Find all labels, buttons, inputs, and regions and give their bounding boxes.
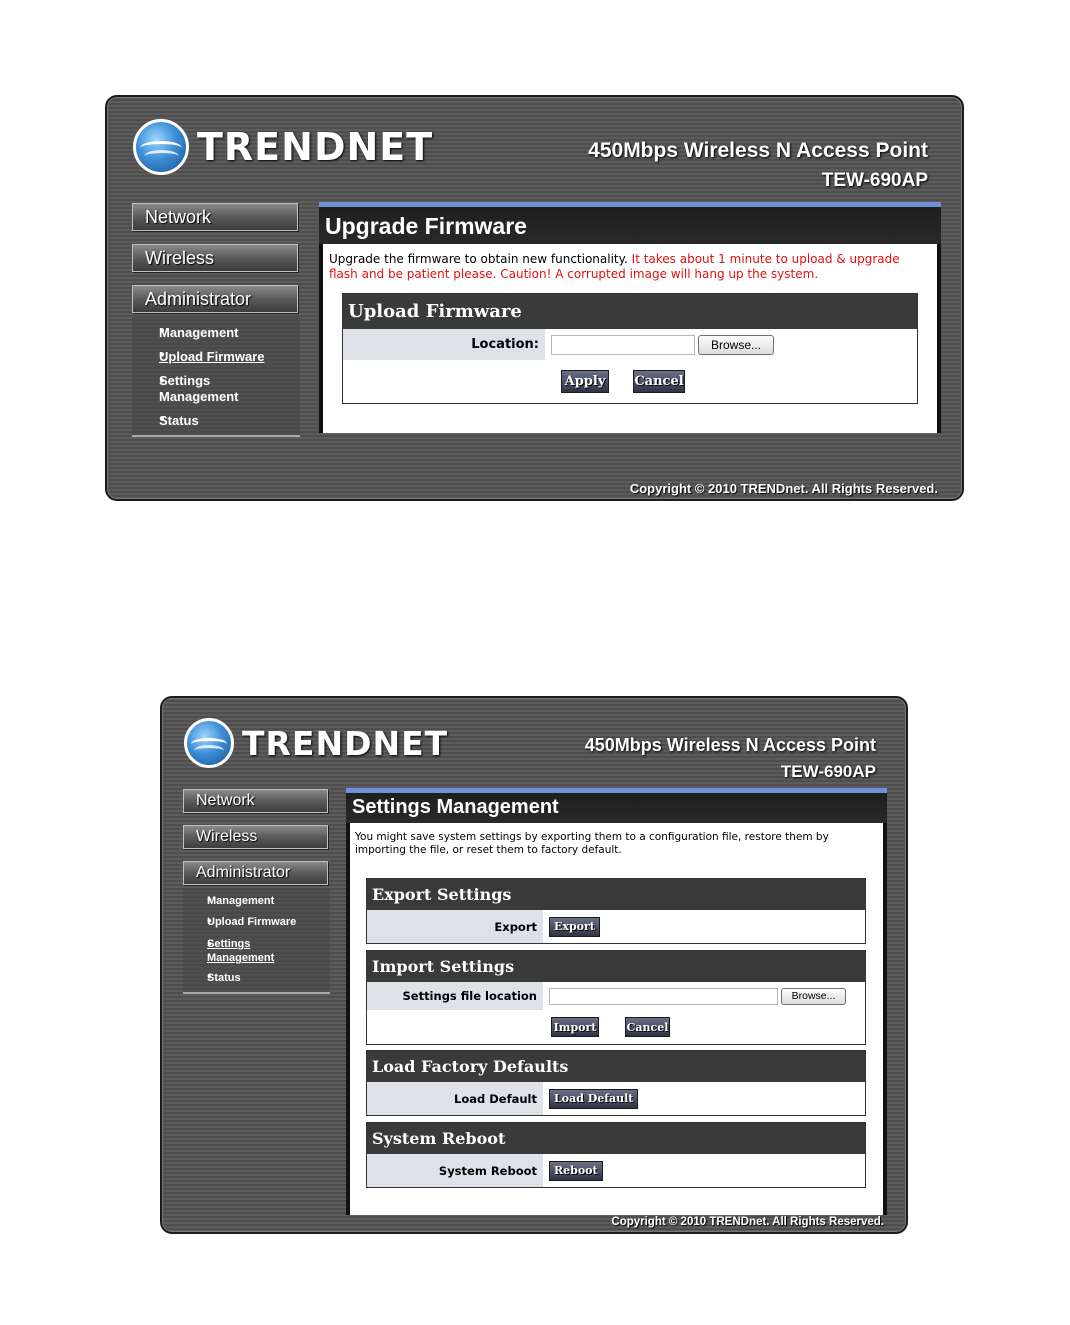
settings-file-input[interactable] [549, 988, 778, 1005]
load-default-value-cell [543, 1082, 865, 1115]
content-area [319, 202, 941, 433]
submenu-item-management[interactable]: ● Management [183, 895, 330, 916]
trendnet-logo-text: TRENDNET [242, 723, 449, 763]
nav-administrator-button[interactable]: Administrator [183, 861, 328, 885]
import-value-cell [543, 982, 865, 1010]
submenu-item-status[interactable]: ● Status [183, 972, 330, 992]
page-title-bar [346, 788, 887, 823]
trendnet-logo-text: TRENDNET [197, 125, 434, 169]
upload-actions [343, 360, 917, 403]
system-reboot-label: System Reboot [438, 1163, 537, 1178]
nav-administrator-button[interactable]: Administrator [132, 285, 298, 313]
export-row [367, 910, 865, 943]
content-border-left [346, 823, 350, 1215]
nav-wireless-button[interactable]: Wireless [183, 825, 328, 849]
copyright-text: Copyright © 2010 TRENDnet. All Rights Reserved. [629, 481, 938, 496]
export-value-cell [543, 910, 865, 943]
page-title-bar [319, 202, 941, 244]
submenu-item-status[interactable]: ● Status [132, 413, 300, 435]
page-title: Upgrade Firmware [325, 213, 527, 239]
submenu-item-settings-management[interactable]: ● Settings Management [132, 373, 300, 413]
submenu-item-upload-firmware[interactable]: ● Upload Firmware [132, 349, 300, 373]
trendnet-logo-icon [133, 119, 189, 175]
trendnet-logo [184, 718, 448, 768]
model-name: TEW-690AP [821, 170, 928, 191]
cancel-button[interactable]: Cancel [625, 1017, 670, 1037]
submenu-item-settings-management[interactable]: ● Settings Management [183, 937, 330, 972]
system-reboot-value-cell [543, 1154, 865, 1187]
page-title: Settings Management [352, 796, 559, 818]
export-label: Export [494, 919, 537, 934]
location-row [343, 329, 917, 360]
submenu-item-upload-firmware[interactable]: ● Upload Firmware [183, 916, 330, 937]
trendnet-logo-icon [184, 718, 234, 768]
system-reboot-box [366, 1122, 866, 1188]
browse-button[interactable]: Browse... [698, 335, 774, 355]
location-label: Location: [471, 337, 539, 352]
page-description: You might save system settings by exporting them to a configuration file, restore them by importing the file, or reset them to factory default. [355, 831, 829, 857]
model-name: TEW-690AP [780, 762, 876, 781]
load-default-button[interactable]: Load Default [549, 1089, 638, 1109]
location-value-cell [545, 329, 917, 360]
copyright-text: Copyright © 2010 TRENDnet. All Rights Reserved. [611, 1216, 884, 1228]
load-default-row [367, 1082, 865, 1115]
upload-firmware-box [342, 293, 918, 404]
import-button[interactable]: Import [551, 1017, 599, 1037]
export-button[interactable]: Export [549, 917, 600, 937]
product-name: 450Mbps Wireless N Access Point [588, 139, 928, 162]
trendnet-logo [133, 119, 433, 175]
apply-button[interactable]: Apply [561, 370, 609, 393]
description-warning: It takes about 1 minute to upload & upgrade flash and be patient please. Caution! A corrupted image will hang up the system. [329, 252, 900, 281]
settings-file-location-label: Settings file location [402, 989, 537, 1003]
description-normal: Upgrade the firmware to obtain new functionality. [329, 252, 632, 266]
location-input[interactable] [551, 335, 695, 355]
upload-firmware-header: Upload Firmware [343, 294, 917, 329]
system-reboot-header: System Reboot [367, 1123, 865, 1154]
nav-network-button[interactable]: Network [132, 203, 298, 231]
product-name: 450Mbps Wireless N Access Point [584, 735, 876, 755]
cancel-button[interactable]: Cancel [633, 370, 685, 393]
nav-wireless-button[interactable]: Wireless [132, 244, 298, 272]
load-factory-defaults-box [366, 1050, 866, 1116]
content-area [346, 788, 887, 1215]
import-settings-box [366, 950, 866, 1045]
nav-network-button[interactable]: Network [183, 789, 328, 813]
page-description [329, 252, 929, 282]
submenu-item-management[interactable]: ● Management [132, 325, 300, 349]
import-row [367, 982, 865, 1010]
reboot-button[interactable]: Reboot [549, 1161, 603, 1181]
content-border-right [883, 823, 887, 1215]
export-settings-box [366, 878, 866, 944]
import-actions [367, 1010, 865, 1044]
browse-button[interactable]: Browse... [781, 988, 846, 1005]
upgrade-firmware-screen [105, 95, 964, 501]
administrator-submenu [183, 888, 330, 994]
export-settings-header: Export Settings [367, 879, 865, 910]
settings-management-screen [160, 696, 908, 1234]
system-reboot-row [367, 1154, 865, 1187]
load-factory-defaults-header: Load Factory Defaults [367, 1051, 865, 1082]
load-default-label: Load Default [454, 1091, 537, 1106]
content-border-left [319, 244, 323, 433]
administrator-submenu [132, 317, 300, 437]
content-border-right [937, 244, 941, 433]
import-settings-header: Import Settings [367, 951, 865, 982]
